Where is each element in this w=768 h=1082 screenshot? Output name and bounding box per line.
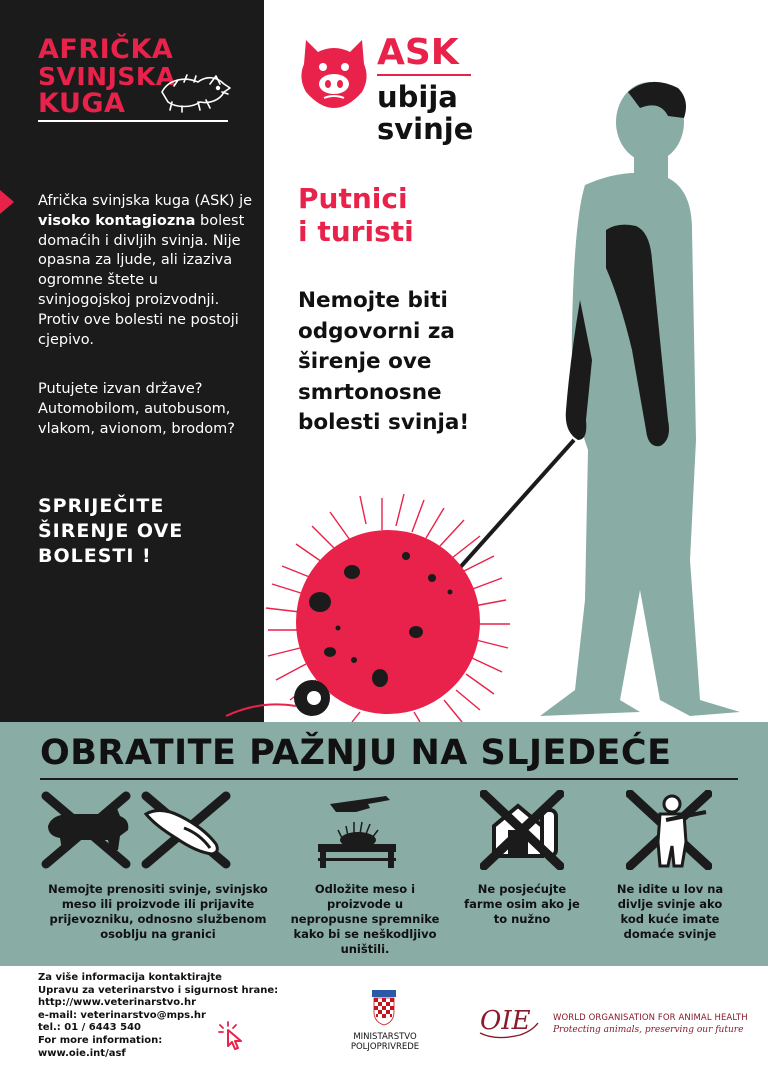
audience-line-2: i turisti bbox=[298, 215, 414, 248]
prevent-line-3: BOLESTI ! bbox=[38, 545, 152, 567]
intro-bold-text: visoko kontagiozna bbox=[38, 212, 196, 229]
oie-logo bbox=[476, 1003, 540, 1041]
tip-dispose-meat: Odložite meso i proizvode u nepropusne spremnike kako bi se neškodljivo uništili. bbox=[290, 882, 440, 956]
contact-line: Upravu za veterinarstvo i sigurnost hrane: bbox=[38, 984, 279, 996]
ask-subtitle-line-2: svinje bbox=[377, 112, 474, 146]
prevent-line-2: ŠIRENJE OVE bbox=[38, 520, 184, 542]
oie-tagline: Protecting animals, preserving our future bbox=[553, 1025, 744, 1035]
crossed-farm-icon bbox=[480, 790, 564, 870]
click-cursor-icon bbox=[218, 1020, 250, 1050]
tip-no-pig-transport: Nemojte prenositi svinje, svinjsko meso ili proizvode ili prijavite prijevozniku, odnosno službenom osoblju na granici bbox=[48, 882, 268, 941]
precautions-title-rule bbox=[40, 778, 738, 780]
audience-line-1: Putnici bbox=[298, 182, 408, 215]
ministry-line-2: POLJOPRIVREDE bbox=[350, 1042, 420, 1052]
travel-question: Putujete izvan države? Automobilom, autobusom, vlakom, avionom, brodom? bbox=[38, 381, 235, 437]
phone-number: tel.: 01 / 6443 540 bbox=[38, 1022, 141, 1034]
contact-line: For more information: bbox=[38, 1034, 163, 1046]
email-link[interactable]: e-mail: veterinarstvo@mps.hr bbox=[38, 1009, 206, 1021]
brand-line-3: KUGA bbox=[38, 88, 126, 119]
dispose-meat-icon bbox=[312, 790, 412, 870]
brand-line-1: AFRIČKA bbox=[38, 34, 174, 65]
croatian-coat-of-arms-icon bbox=[371, 990, 397, 1026]
pig-face-icon bbox=[296, 34, 372, 110]
prevent-line-1: SPRIJEČITE bbox=[38, 495, 165, 517]
contact-line: Za više informacija kontaktirajte bbox=[38, 972, 222, 983]
ask-title: ASK bbox=[377, 32, 459, 73]
oie-asf-link[interactable]: www.oie.int/asf bbox=[38, 1047, 126, 1059]
tip-avoid-farms: Ne posjećujte farme osim ako je to nužno bbox=[464, 882, 580, 926]
red-pointer-marker bbox=[0, 190, 14, 214]
warning-message: Nemojte biti odgovorni za širenje ove smrtonosne bolesti svinja! bbox=[298, 288, 470, 435]
ask-subtitle-line-1: ubija bbox=[377, 80, 458, 114]
website-link[interactable]: http://www.veterinarstvo.hr bbox=[38, 997, 197, 1009]
ask-kills-pigs-headline bbox=[296, 34, 496, 144]
crossed-hunter-icon bbox=[626, 790, 712, 870]
tip-no-hunting: Ne idite u lov na divlje svinje ako kod kuće imate domaće svinje bbox=[616, 882, 724, 941]
crossed-ham-icon bbox=[140, 790, 232, 870]
precautions-title: OBRATITE PAŽNJU NA SLJEDEĆE bbox=[40, 733, 672, 773]
intro-text-2: bolest domaćih i divljih svinja. Nije opasna za ljude, ali izaziva ogromne štete u svinjogojskoj proizvodnji. Protiv ove bolesti ne postoji cjepivo. bbox=[38, 212, 245, 348]
oie-organisation-name: WORLD ORGANISATION FOR ANIMAL HEALTH bbox=[553, 1013, 748, 1023]
intro-text-1: Afrička svinjska kuga (ASK) je bbox=[38, 193, 253, 209]
svg-text:OIE: OIE bbox=[480, 1006, 531, 1036]
ask-title-rule bbox=[377, 74, 471, 76]
brand-line-2: SVINJSKA bbox=[38, 62, 176, 91]
ministry-line-1: MINISTARSTVO bbox=[353, 1032, 417, 1042]
contact-info bbox=[38, 972, 288, 1060]
ministry-name bbox=[330, 1032, 440, 1052]
crossed-pig-icon bbox=[40, 790, 132, 870]
audience-heading bbox=[298, 182, 414, 248]
